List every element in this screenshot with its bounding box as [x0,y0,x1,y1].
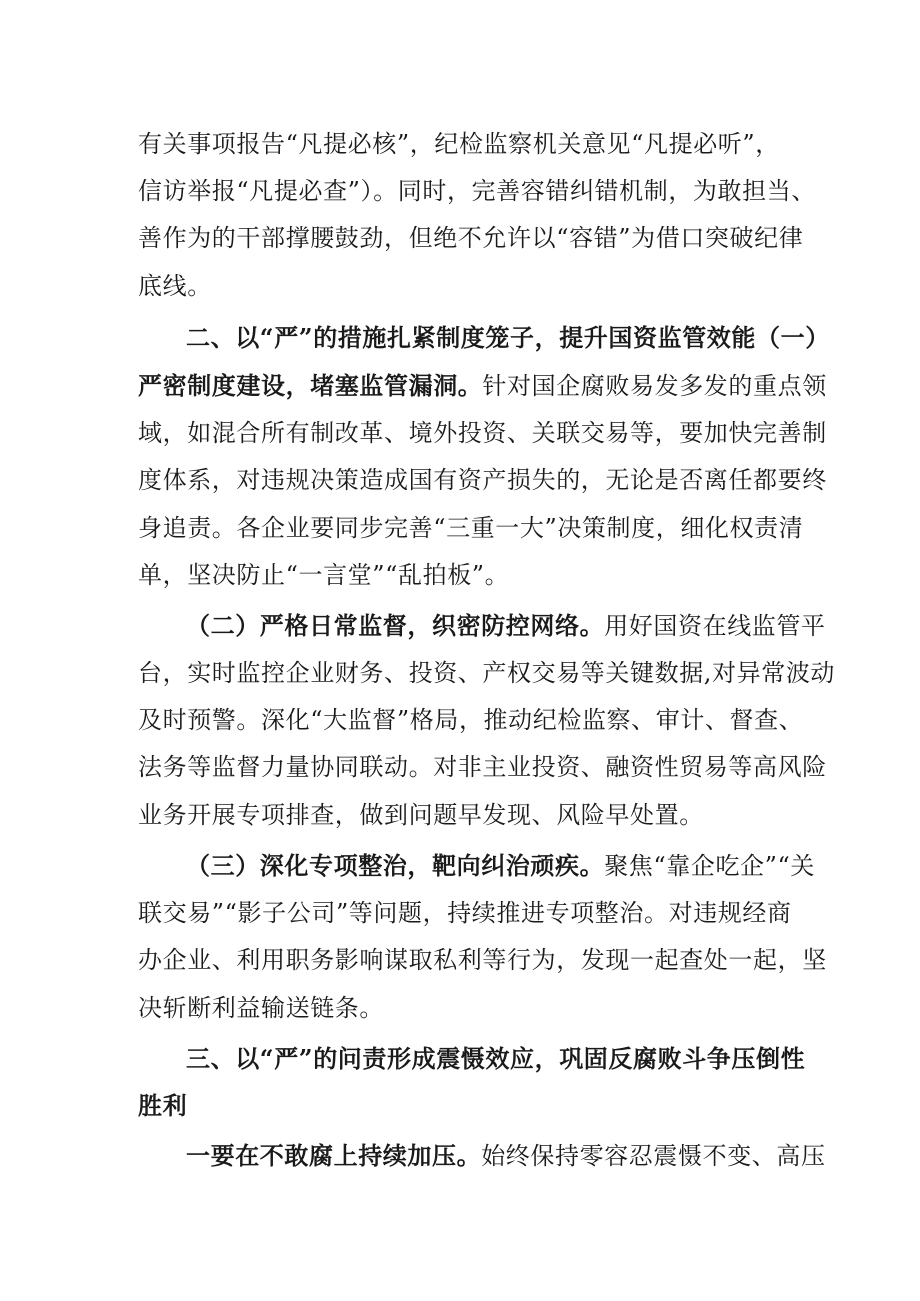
text-run: 单，坚决防止“一言堂”“乱拍板”。 [138,561,510,589]
text-line-19 [138,988,798,1028]
text-run: 联交易”“影子公司”等问题，持续推进专项整治。对违规经商 [138,899,792,927]
text-run: 业务开展专项排查，做到问题早发现、风险早处置。 [138,801,704,829]
text-run: 聚焦“靠企吃企”“关 [604,852,816,880]
text-line-14 [138,747,827,787]
text-line-4 [138,266,798,306]
subheading-text: （二）严格日常监督，织密防控网络。 [186,611,605,640]
text-run: 及时预警。深化“大监督”格局，推动纪检监察、审计、督查、 [138,706,804,734]
text-line-13 [138,700,804,740]
heading-text: 三、以“严”的问责形成震慑效应，巩固反腐败斗争压倒性 [186,1044,806,1073]
text-run: 决斩断利益输送链条。 [138,994,384,1022]
text-line-16 [186,846,816,886]
text-run: 信访举报“凡提必查”）。同时，完善容错纠错机制，为敢担当、 [138,177,816,205]
text-line-8 [138,460,827,500]
text-run: 善作为的干部撑腰鼓劲，但绝不允许以“容错”为借口突破纪律 [138,224,804,252]
text-line-1 [138,124,798,164]
text-line-22 [186,1136,826,1176]
text-line-7 [138,413,827,453]
text-line-10 [138,555,798,595]
text-run: 针对国企腐败易发多发的重点领 [482,372,827,400]
text-line-17 [138,893,798,933]
text-line-9 [138,508,804,548]
section-heading-3-cont [138,1086,798,1126]
text-line-15 [138,795,798,835]
text-run: 始终保持零容忍震慑不变、高压 [481,1142,826,1170]
text-run: 有关事项报告“凡提必核”，纪检监察机关意见“凡提必听”， [138,130,780,158]
text-run: 用好国资在线监管平 [604,612,826,640]
text-line-3 [138,218,804,258]
text-line-6 [138,366,827,406]
text-line-2 [138,171,816,211]
text-run: 办企业、利用职务影响谋取私利等行为，发现一起查处一起，坚 [138,946,827,974]
text-run: 域，如混合所有制改革、境外投资、关联交易等，要加快完善制 [138,419,827,447]
text-line-12 [138,653,836,693]
subheading-text: 严密制度建设，堵塞监管漏洞。 [138,371,483,400]
text-run: 身追责。各企业要同步完善“三重一大”决策制度，细化权责清 [138,514,804,542]
heading-text: 胜利 [138,1091,188,1120]
text-run: 底线。 [138,272,212,300]
text-line-18 [138,940,827,980]
subheading-text: （三）深化专项整治，靶向纠治顽疾。 [186,851,605,880]
subheading-text: 一要在不敢腐上持续加压。 [186,1141,482,1170]
text-run: 台，实时监控企业财务、投资、产权交易等关键数据,对异常波动 [138,659,836,687]
section-heading-2 [186,318,830,358]
text-run: 法务等监督力量协同联动。对非主业投资、融资性贸易等高风险 [138,753,827,781]
section-heading-3 [186,1039,806,1079]
heading-text: 二、以“严”的措施扎紧制度笼子，提升国资监管效能（一） [186,323,830,352]
text-line-11 [186,606,826,646]
text-run: 度体系，对违规决策造成国有资产损失的，无论是否离任都要终 [138,466,827,494]
